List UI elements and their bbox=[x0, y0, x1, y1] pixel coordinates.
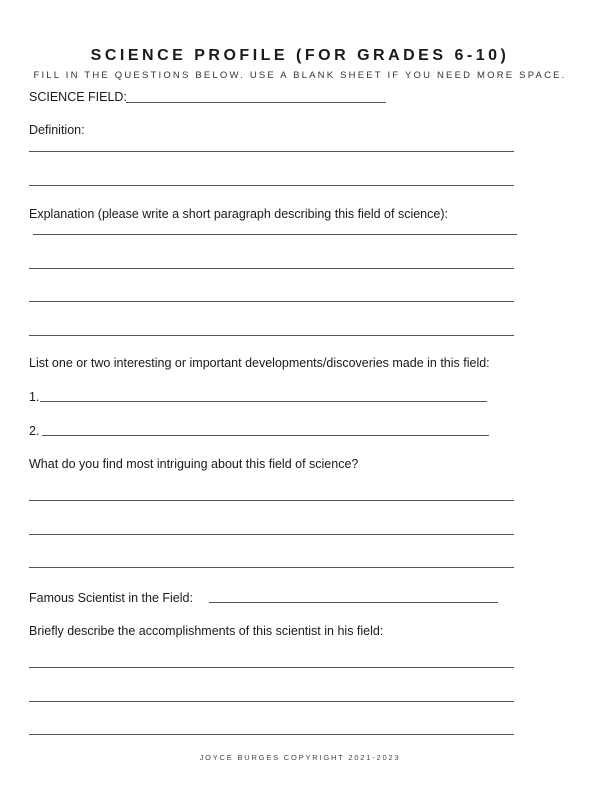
accomplishments-line-1[interactable] bbox=[29, 667, 514, 668]
item-1-label: 1. bbox=[29, 390, 40, 404]
item-1-line[interactable] bbox=[40, 401, 487, 402]
accomplishments-label: Briefly describe the accomplishments of this scientist in his field: bbox=[29, 624, 384, 638]
page-title: SCIENCE PROFILE (FOR GRADES 6-10) bbox=[90, 47, 510, 64]
accomplishments-line-3[interactable] bbox=[29, 734, 514, 735]
explanation-line-1[interactable] bbox=[33, 234, 517, 235]
intriguing-line-3[interactable] bbox=[29, 567, 514, 568]
science-field-label: SCIENCE FIELD: bbox=[29, 90, 127, 104]
intriguing-line-2[interactable] bbox=[29, 534, 514, 535]
intriguing-line-1[interactable] bbox=[29, 500, 514, 501]
developments-label: List one or two interesting or important developments/discoveries made in this field: bbox=[29, 356, 490, 370]
item-2-label: 2. bbox=[29, 424, 40, 438]
scientist-label: Famous Scientist in the Field: bbox=[29, 591, 193, 605]
intriguing-label: What do you find most intriguing about this field of science? bbox=[29, 457, 359, 471]
item-2-line[interactable] bbox=[42, 435, 489, 436]
definition-line-2[interactable] bbox=[29, 185, 514, 186]
definition-line-1[interactable] bbox=[29, 151, 514, 152]
copyright-footer: JOYCE BURGES COPYRIGHT 2021-2023 bbox=[199, 753, 401, 762]
instructions-text: FILL IN THE QUESTIONS BELOW. USE A BLANK SHEET IF YOU NEED MORE SPACE. bbox=[33, 70, 567, 81]
scientist-line[interactable] bbox=[209, 602, 498, 603]
explanation-label: Explanation (please write a short paragraph describing this field of science): bbox=[29, 207, 448, 221]
accomplishments-line-2[interactable] bbox=[29, 701, 514, 702]
explanation-line-4[interactable] bbox=[29, 335, 514, 336]
explanation-line-3[interactable] bbox=[29, 301, 514, 302]
definition-label: Definition: bbox=[29, 123, 85, 137]
explanation-line-2[interactable] bbox=[29, 268, 514, 269]
science-field-line[interactable] bbox=[126, 102, 386, 103]
